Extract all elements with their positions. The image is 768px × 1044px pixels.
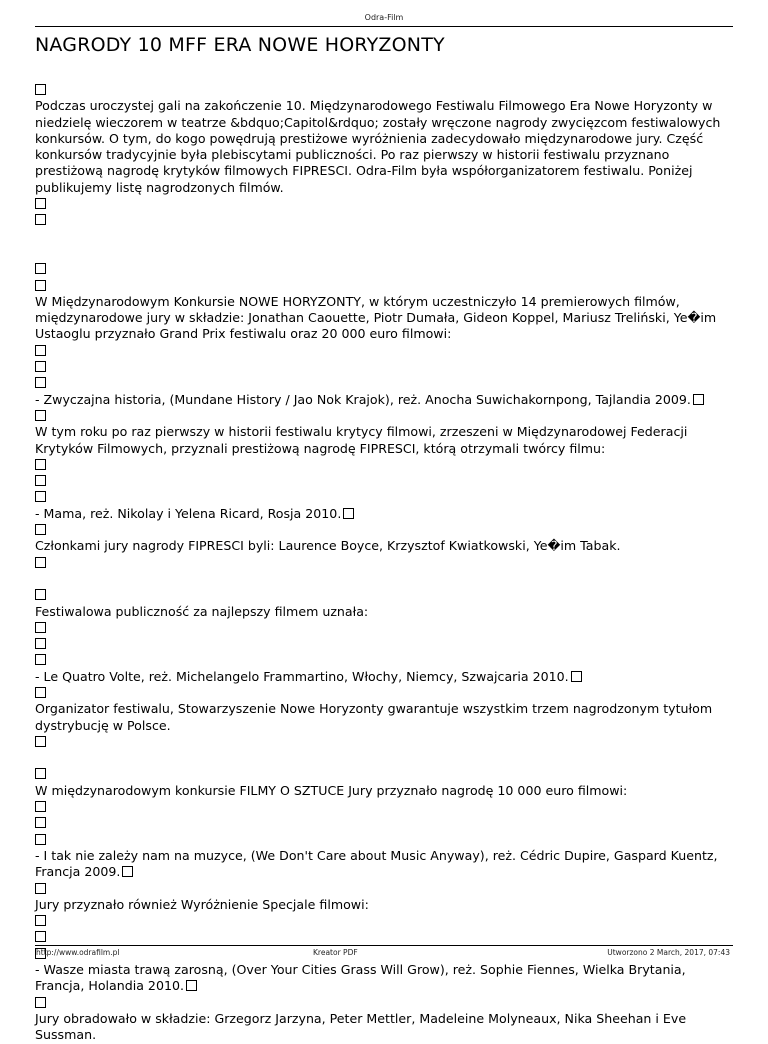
missing-glyph-icon bbox=[122, 866, 133, 877]
missing-glyph-icon bbox=[571, 671, 582, 682]
fipresci-winner-item bbox=[35, 506, 735, 522]
missing-glyph-icon bbox=[35, 622, 46, 633]
missing-glyph-icon bbox=[35, 931, 46, 942]
footer-created-date: Utworzono 2 March, 2017, 07:43 bbox=[607, 948, 730, 957]
art-intro-paragraph: W międzynarodowym konkursie FILMY O SZTUCE Jury przyznało nagrodę 10 000 euro filmowi: bbox=[35, 782, 628, 798]
footer-divider bbox=[35, 945, 733, 946]
footer-generator: Kreator PDF bbox=[313, 948, 358, 957]
missing-glyph-icon bbox=[35, 377, 46, 388]
missing-glyph-icon bbox=[35, 883, 46, 894]
special-winner-text: - Wasze miasta trawą zarosną, (Over Your Cities Grass Will Grow), reż. Sophie Fiennes, Wielka Brytania, Francja, Holandia 2010. bbox=[35, 962, 686, 994]
missing-glyph-icon bbox=[35, 475, 46, 486]
missing-glyph-icon bbox=[35, 817, 46, 828]
page-title: NAGRODY 10 MFF ERA NOWE HORYZONTY bbox=[35, 34, 445, 56]
art-winner-item bbox=[35, 848, 735, 881]
nh-winner-item bbox=[35, 392, 735, 408]
missing-glyph-icon bbox=[35, 654, 46, 665]
missing-glyph-icon bbox=[343, 508, 354, 519]
missing-glyph-icon bbox=[35, 768, 46, 779]
footer-url: http://www.odrafilm.pl bbox=[36, 948, 120, 957]
missing-glyph-icon bbox=[35, 557, 46, 568]
distribution-paragraph: Organizator festiwalu, Stowarzyszenie Nowe Horyzonty gwarantuje wszystkim trzem nagrodzonym tytułom dystrybucję w Polsce. bbox=[35, 701, 713, 733]
missing-glyph-icon bbox=[35, 198, 46, 209]
article-body bbox=[35, 82, 735, 1044]
missing-glyph-icon bbox=[35, 214, 46, 225]
nh-winner-text: - Zwyczajna historia, (Mundane History / Jao Nok Krajok), reż. Anocha Suwichakornpong, Tajlandia 2009. bbox=[35, 391, 691, 407]
audience-winner-item bbox=[35, 669, 735, 685]
audience-intro-paragraph: Festiwalowa publiczność za najlepszy filmem uznała: bbox=[35, 603, 369, 619]
missing-glyph-icon bbox=[35, 801, 46, 812]
header-site-name: Odra-Film bbox=[364, 13, 404, 22]
missing-glyph-icon bbox=[35, 687, 46, 698]
audience-winner-text: - Le Quatro Volte, reż. Michelangelo Frammartino, Włochy, Niemcy, Szwajcaria 2010. bbox=[35, 668, 569, 684]
missing-glyph-icon bbox=[35, 736, 46, 747]
missing-glyph-icon bbox=[35, 345, 46, 356]
missing-glyph-icon bbox=[35, 589, 46, 600]
header-divider bbox=[35, 26, 733, 27]
art-jury-paragraph: Jury obradowało w składzie: Grzegorz Jarzyna, Peter Mettler, Madeleine Molyneaux, Nika Sheehan i Eve Sussman. bbox=[35, 1010, 687, 1043]
missing-glyph-icon bbox=[35, 263, 46, 274]
missing-glyph-icon bbox=[186, 980, 197, 991]
missing-glyph-icon bbox=[35, 491, 46, 502]
fipresci-jury-paragraph: Członkami jury nagrody FIPRESCI byli: Laurence Boyce, Krzysztof Kwiatkowski, Ye�im Tabak. bbox=[35, 538, 621, 554]
missing-glyph-icon bbox=[35, 915, 46, 926]
art-winner-text: - I tak nie zależy nam na muzyce, (We Don't Care about Music Anyway), reż. Cédric Dupire, Gaspard Kuentz, Francja 2009. bbox=[35, 847, 718, 880]
missing-glyph-icon bbox=[35, 410, 46, 421]
fipresci-winner-text: - Mama, reż. Nikolay i Yelena Ricard, Rosja 2010. bbox=[35, 505, 342, 521]
missing-glyph-icon bbox=[35, 997, 46, 1008]
missing-glyph-icon bbox=[35, 361, 46, 372]
missing-glyph-icon bbox=[35, 84, 46, 95]
missing-glyph-icon bbox=[35, 638, 46, 649]
missing-glyph-icon bbox=[693, 394, 704, 405]
missing-glyph-icon bbox=[35, 280, 46, 291]
missing-glyph-icon bbox=[35, 834, 46, 845]
fipresci-intro-paragraph: W tym roku po raz pierwszy w historii festiwalu krytycy filmowi, zrzeszeni w Międzynarodowej Federacji Krytyków Filmowych, przyznali prestiżową nagrodę FIPRESCI, którą otrzymali twórcy filmu: bbox=[35, 424, 688, 456]
intro-paragraph: Podczas uroczystej gali na zakończenie 10. Międzynarodowego Festiwalu Filmowego Era Nowe Horyzonty w niedzielę wieczorem w teatrze &bdquo;Capitol&rdquo; zostały wręczone nagrody zwycięzcom festiwalowych konkursów. O tym, do kogo powędrują prestiżowe wyróżnienia zadecydowało międzynarodowe jury. Część konkursów tradycyjnie była plebiscytami publiczności. Po raz pierwszy w historii festiwalu przyznano prestiżową nagrodę krytyków filmowych FIPRESCI. Odra-Film była współorganizatorem festiwalu. Poniżej publikujemy listę nagrodzonych filmów. bbox=[35, 98, 721, 195]
nh-jury-paragraph: W Międzynarodowym Konkursie NOWE HORYZONTY, w którym uczestniczyło 14 premierowych filmów, międzynarodowe jury w składzie: Jonathan Caouette, Piotr Dumała, Gideon Koppel, Mariusz Treliński, Ye�im Ustaoglu przyznało Grand Prix festiwalu oraz 20 000 euro filmowi: bbox=[35, 293, 717, 342]
missing-glyph-icon bbox=[35, 524, 46, 535]
special-winner-item bbox=[35, 962, 735, 995]
missing-glyph-icon bbox=[35, 459, 46, 470]
special-intro-paragraph: Jury przyznało również Wyróżnienie Specjale filmowi: bbox=[35, 896, 369, 912]
